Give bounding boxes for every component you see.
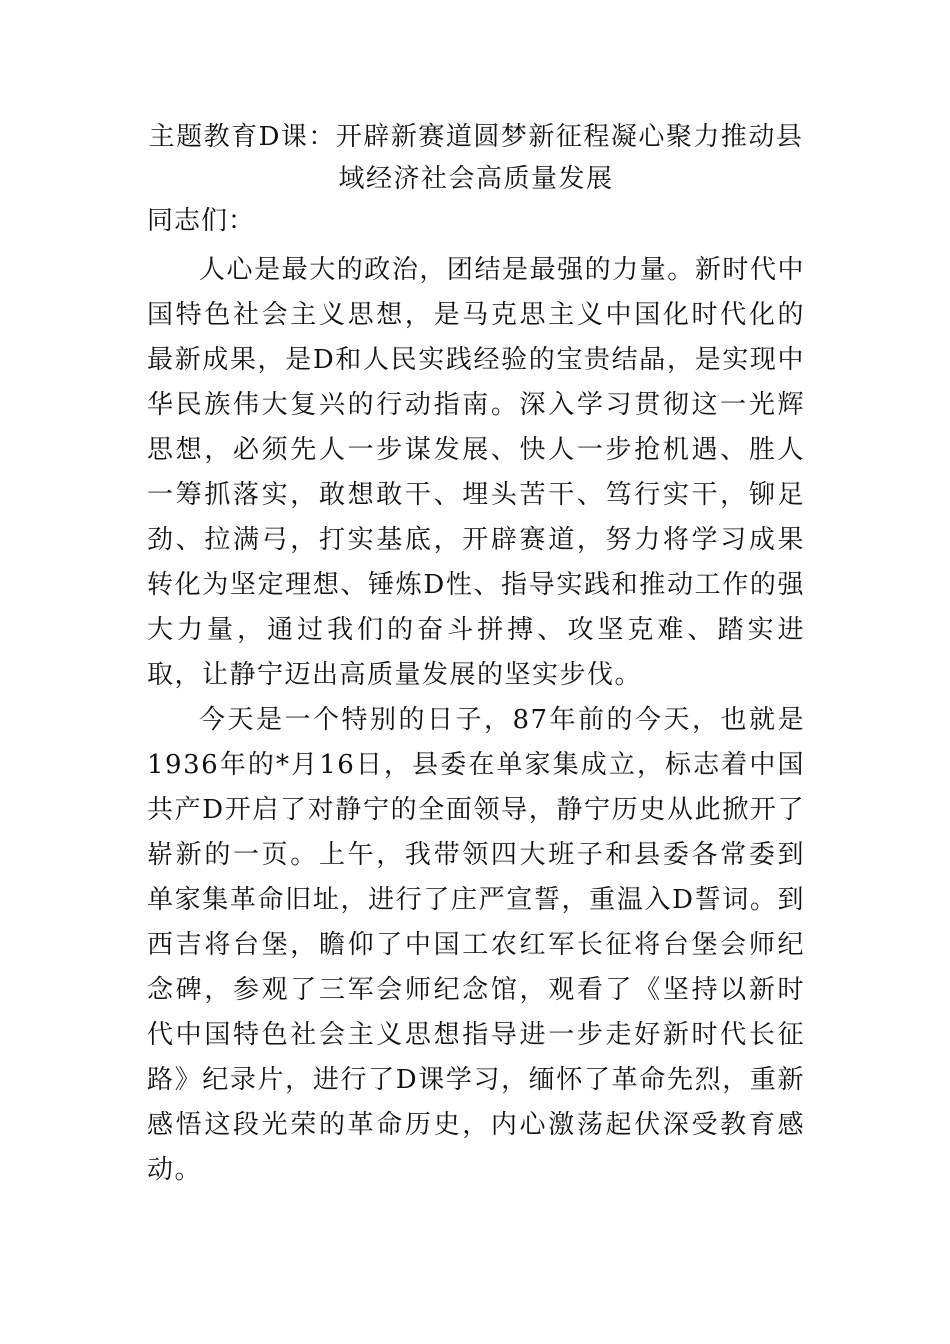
- document-body: [147, 248, 805, 1193]
- paragraph-1: 人心是最大的政治，团结是最强的力量。新时代中国特色社会主义思想，是马克思主义中国化时代化的最新成果，是D和人民实践经验的宝贵结晶，是实现中华民族伟大复兴的行动指南。深入学习贯彻这一光辉思想，必须先人一步谋发展、快人一步抢机遇、胜人一筹抓落实，敢想敢干、埋头苦干、笃行实干，铆足劲、拉满弓，打实基底，开辟赛道，努力将学习成果转化为坚定理想、锤炼D性、指导实践和推动工作的强大力量，通过我们的奋斗拼搏、攻坚克难、踏实进取，让静宁迈出高质量发展的坚实步伐。: [147, 255, 805, 690]
- document-title: 主题教育D课：开辟新赛道圆梦新征程凝心聚力推动县域经济社会高质量发展: [148, 122, 804, 194]
- salutation: 同志们：: [147, 206, 256, 236]
- paragraph-2: 今天是一个特别的日子，87年前的今天，也就是1936年的*月16日，县委在单家集成立，标志着中国共产D开启了对静宁的全面领导，静宁历史从此掀开了崭新的一页。上午，我带领四大班子和县委各常委到单家集革命旧址，进行了庄严宣誓，重温入D誓词。到西吉将台堡，瞻仰了中国工农红军长征将台堡会师纪念碑，参观了三军会师纪念馆，观看了《坚持以新时代中国特色社会主义思想指导进一步走好新时代长征路》纪录片，进行了D课学习，缅怀了革命先烈，重新感悟这段光荣的革命历史，内心激荡起伏深受教育感动。: [147, 705, 805, 1185]
